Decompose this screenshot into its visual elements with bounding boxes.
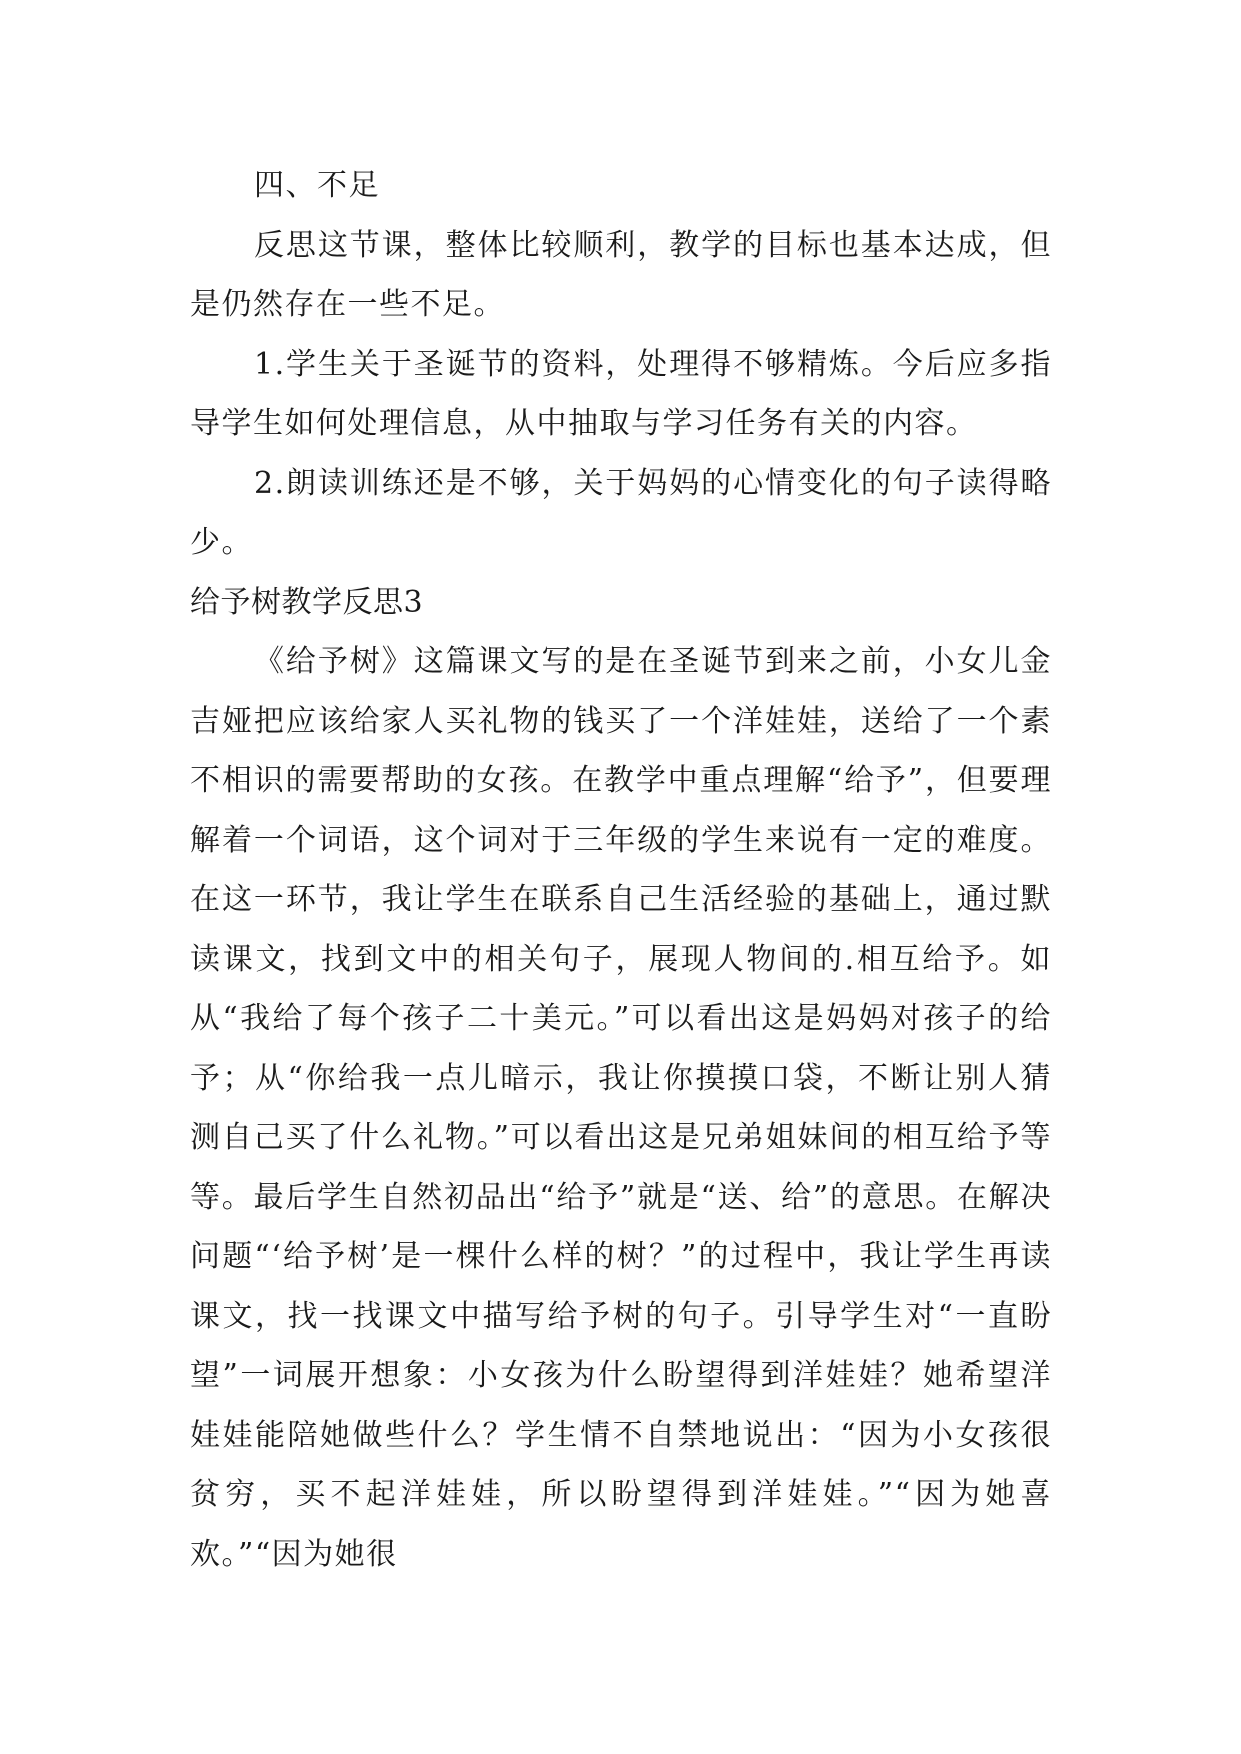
point-2-paragraph: 2.朗读训练还是不够，关于妈妈的心情变化的句子读得略少。: [190, 465, 1052, 560]
point-1-paragraph: 1.学生关于圣诞节的资料，处理得不够精炼。今后应多指导学生如何处理信息，从中抽取与学习任务有关的内容。: [190, 346, 1052, 441]
document-body: [190, 156, 1052, 1584]
article-title: 给予树教学反思3: [190, 584, 424, 620]
intro-paragraph: 反思这节课，整体比较顺利，教学的目标也基本达成，但是仍然存在一些不足。: [190, 227, 1052, 322]
section-heading: 四、不足: [254, 168, 380, 203]
body-paragraph: 《给予树》这篇课文写的是在圣诞节到来之前，小女儿金吉娅把应该给家人买礼物的钱买了一个洋娃娃，送给了一个素不相识的需要帮助的女孩。在教学中重点理解“给予”，但要理解着一个词语，这个词对于三年级的学生来说有一定的难度。在这一环节，我让学生在联系自己生活经验的基础上，通过默读课文，找到文中的相关句子，展现人物间的.相互给予。如从“我给了每个孩子二十美元。”可以看出这是妈妈对孩子的给予；从“你给我一点儿暗示，我让你摸摸口袋，不断让别人猜测自己买了什么礼物。”可以看出这是兄弟姐妹间的相互给予等等。最后学生自然初品出“给予”就是“送、给”的意思。在解决问题“‘给予树’是一棵什么样的树？”的过程中，我让学生再读课文，找一找课文中描写给予树的句子。引导学生对“一直盼望”一词展开想象：小女孩为什么盼望得到洋娃娃？她希望洋娃娃能陪她做些什么？学生情不自禁地说出：“因为小女孩很贫穷，买不起洋娃娃，所以盼望得到洋娃娃。”“因为她喜欢。”“因为她很: [190, 644, 1052, 1572]
